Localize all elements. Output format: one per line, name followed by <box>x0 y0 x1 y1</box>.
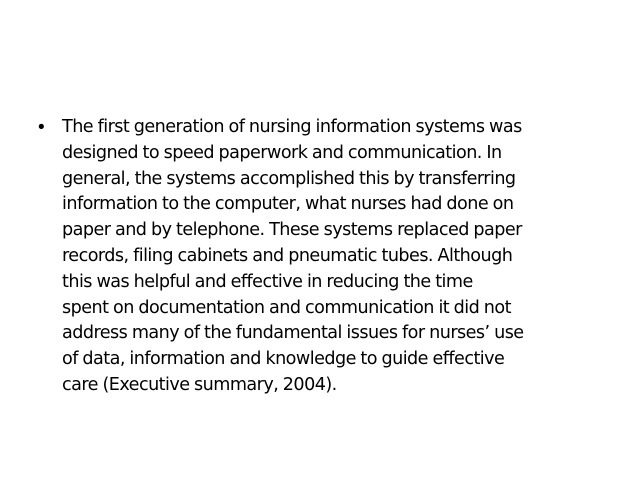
bullet-item <box>38 115 618 399</box>
paragraph-line: paper and by telephone. These systems replaced paper <box>62 220 522 241</box>
paragraph-line: address many of the fundamental issues for nurses’ use <box>62 323 524 344</box>
bullet-marker: • <box>38 117 45 138</box>
paragraph-line: of data, information and knowledge to guide effective <box>62 349 505 370</box>
paragraph-line: records, filing cabinets and pneumatic tubes. Although <box>62 245 513 266</box>
bullet-paragraph <box>62 115 524 399</box>
paragraph-line: care (Executive summary, 2004). <box>62 374 337 395</box>
paragraph-line: The first generation of nursing information systems was <box>62 117 522 137</box>
paragraph-line: general, the systems accomplished this by transferring <box>62 168 516 189</box>
paragraph-line: this was helpful and effective in reducing the time <box>62 271 473 292</box>
paragraph-line: information to the computer, what nurses had done on <box>62 194 514 215</box>
paragraph-line: spent on documentation and communication it did not <box>62 297 511 318</box>
paragraph-line: designed to speed paperwork and communication. In <box>62 142 502 163</box>
bullet-list <box>38 115 618 399</box>
